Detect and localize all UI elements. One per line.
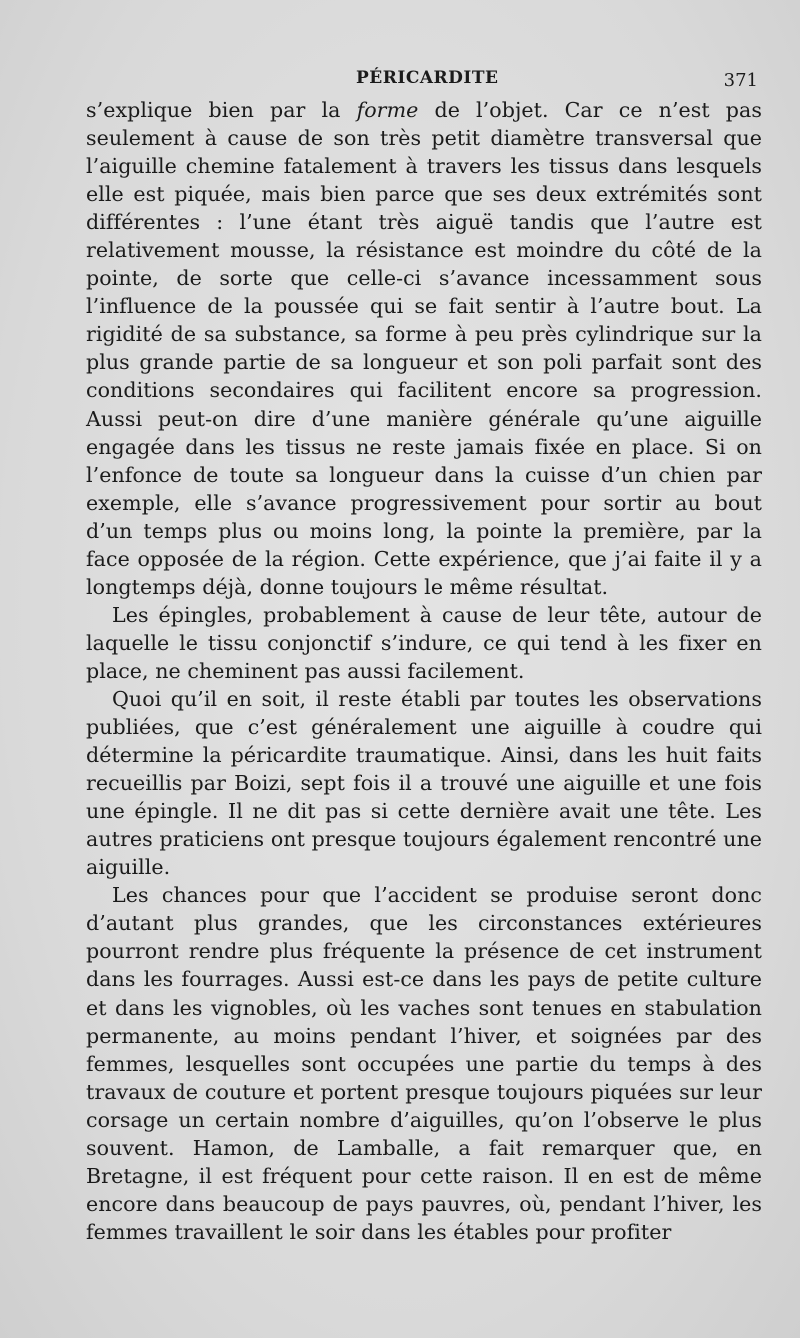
body-text: [86, 96, 762, 1246]
paragraph-4: Les chances pour que l’accident se produise seront donc d’autant plus grandes, que les circonstances extérieures pourront rendre plus fréquente la présence de cet instrument dans les fourrages. Aussi est-ce dans les pays de petite culture et dans les vignobles, où les vaches sont tenues en stabulation permanente, au moins pendant l’hiver, et soignées par des femmes, lesquelles sont occupées une partie du temps à des travaux de couture et portent presque toujours piquées sur leur corsage un certain nombre d’aiguilles, qu’on l’observe le plus souvent. Hamon, de Lamballe, a fait remarquer que, en Bretagne, il est fréquent pour cette raison. Il en est de même encore dans beaucoup de pays pauvres, où, pendant l’hiver, les femmes travaillent le soir dans les étables pour profiter: [86, 883, 762, 1244]
paragraph-1-after: de l’objet. Car ce n’est pas seulement à cause de son très petit diamètre transversal que l’aiguille chemine fatalement à travers les tissus dans lesquels elle est piquée, mais bien parce que ses deux extrémités sont différentes : l’une étant très aiguë tandis que l’autre est relativement mousse, la résistance est moindre du côté de la pointe, de sorte que celle-ci s’avance incessamment sous l’influence de la poussée qui se fait sentir à l’autre bout. La rigidité de sa substance, sa forme à peu près cylindrique sur la plus grande partie de sa longueur et son poli parfait sont des conditions secondaires qui facilitent encore sa progression. Aussi peut-on dire d’une manière générale qu’une aiguille engagée dans les tissus ne reste jamais fixée en place. Si on l’enfonce de toute sa longueur dans la cuisse d’un chien par exemple, elle s’avance progressivement pour sortir au bout d’un temps plus ou moins long, la pointe la première, par la face opposée de la région. Cette expérience, que j’ai faite il y a longtemps déjà, donne toujours le même résultat.: [86, 98, 762, 599]
paragraph-1-before: s’explique bien par la: [86, 98, 357, 122]
running-title: PÉRICARDITE: [356, 68, 499, 88]
running-head: [86, 0, 762, 104]
paragraph-3: Quoi qu’il en soit, il reste établi par toutes les observations publiées, que c’est généralement une aiguille à coudre qui détermine la péricardite traumatique. Ainsi, dans les huit faits recueillis par Boizi, sept fois il a trouvé une aiguille et une fois une épingle. Il ne dit pas si cette dernière avait une tête. Les autres praticiens ont presque toujours également rencontré une aiguille.: [86, 686, 762, 880]
paragraph-1-emphasis: forme: [356, 98, 419, 122]
paragraph-2: Les épingles, probablement à cause de leur tête, autour de laquelle le tissu conjonctif s’indure, ce qui tend à les fixer en place, ne cheminent pas aussi facilement.: [86, 602, 762, 683]
page-number: 371: [723, 70, 758, 91]
paragraph-1: [86, 96, 762, 601]
